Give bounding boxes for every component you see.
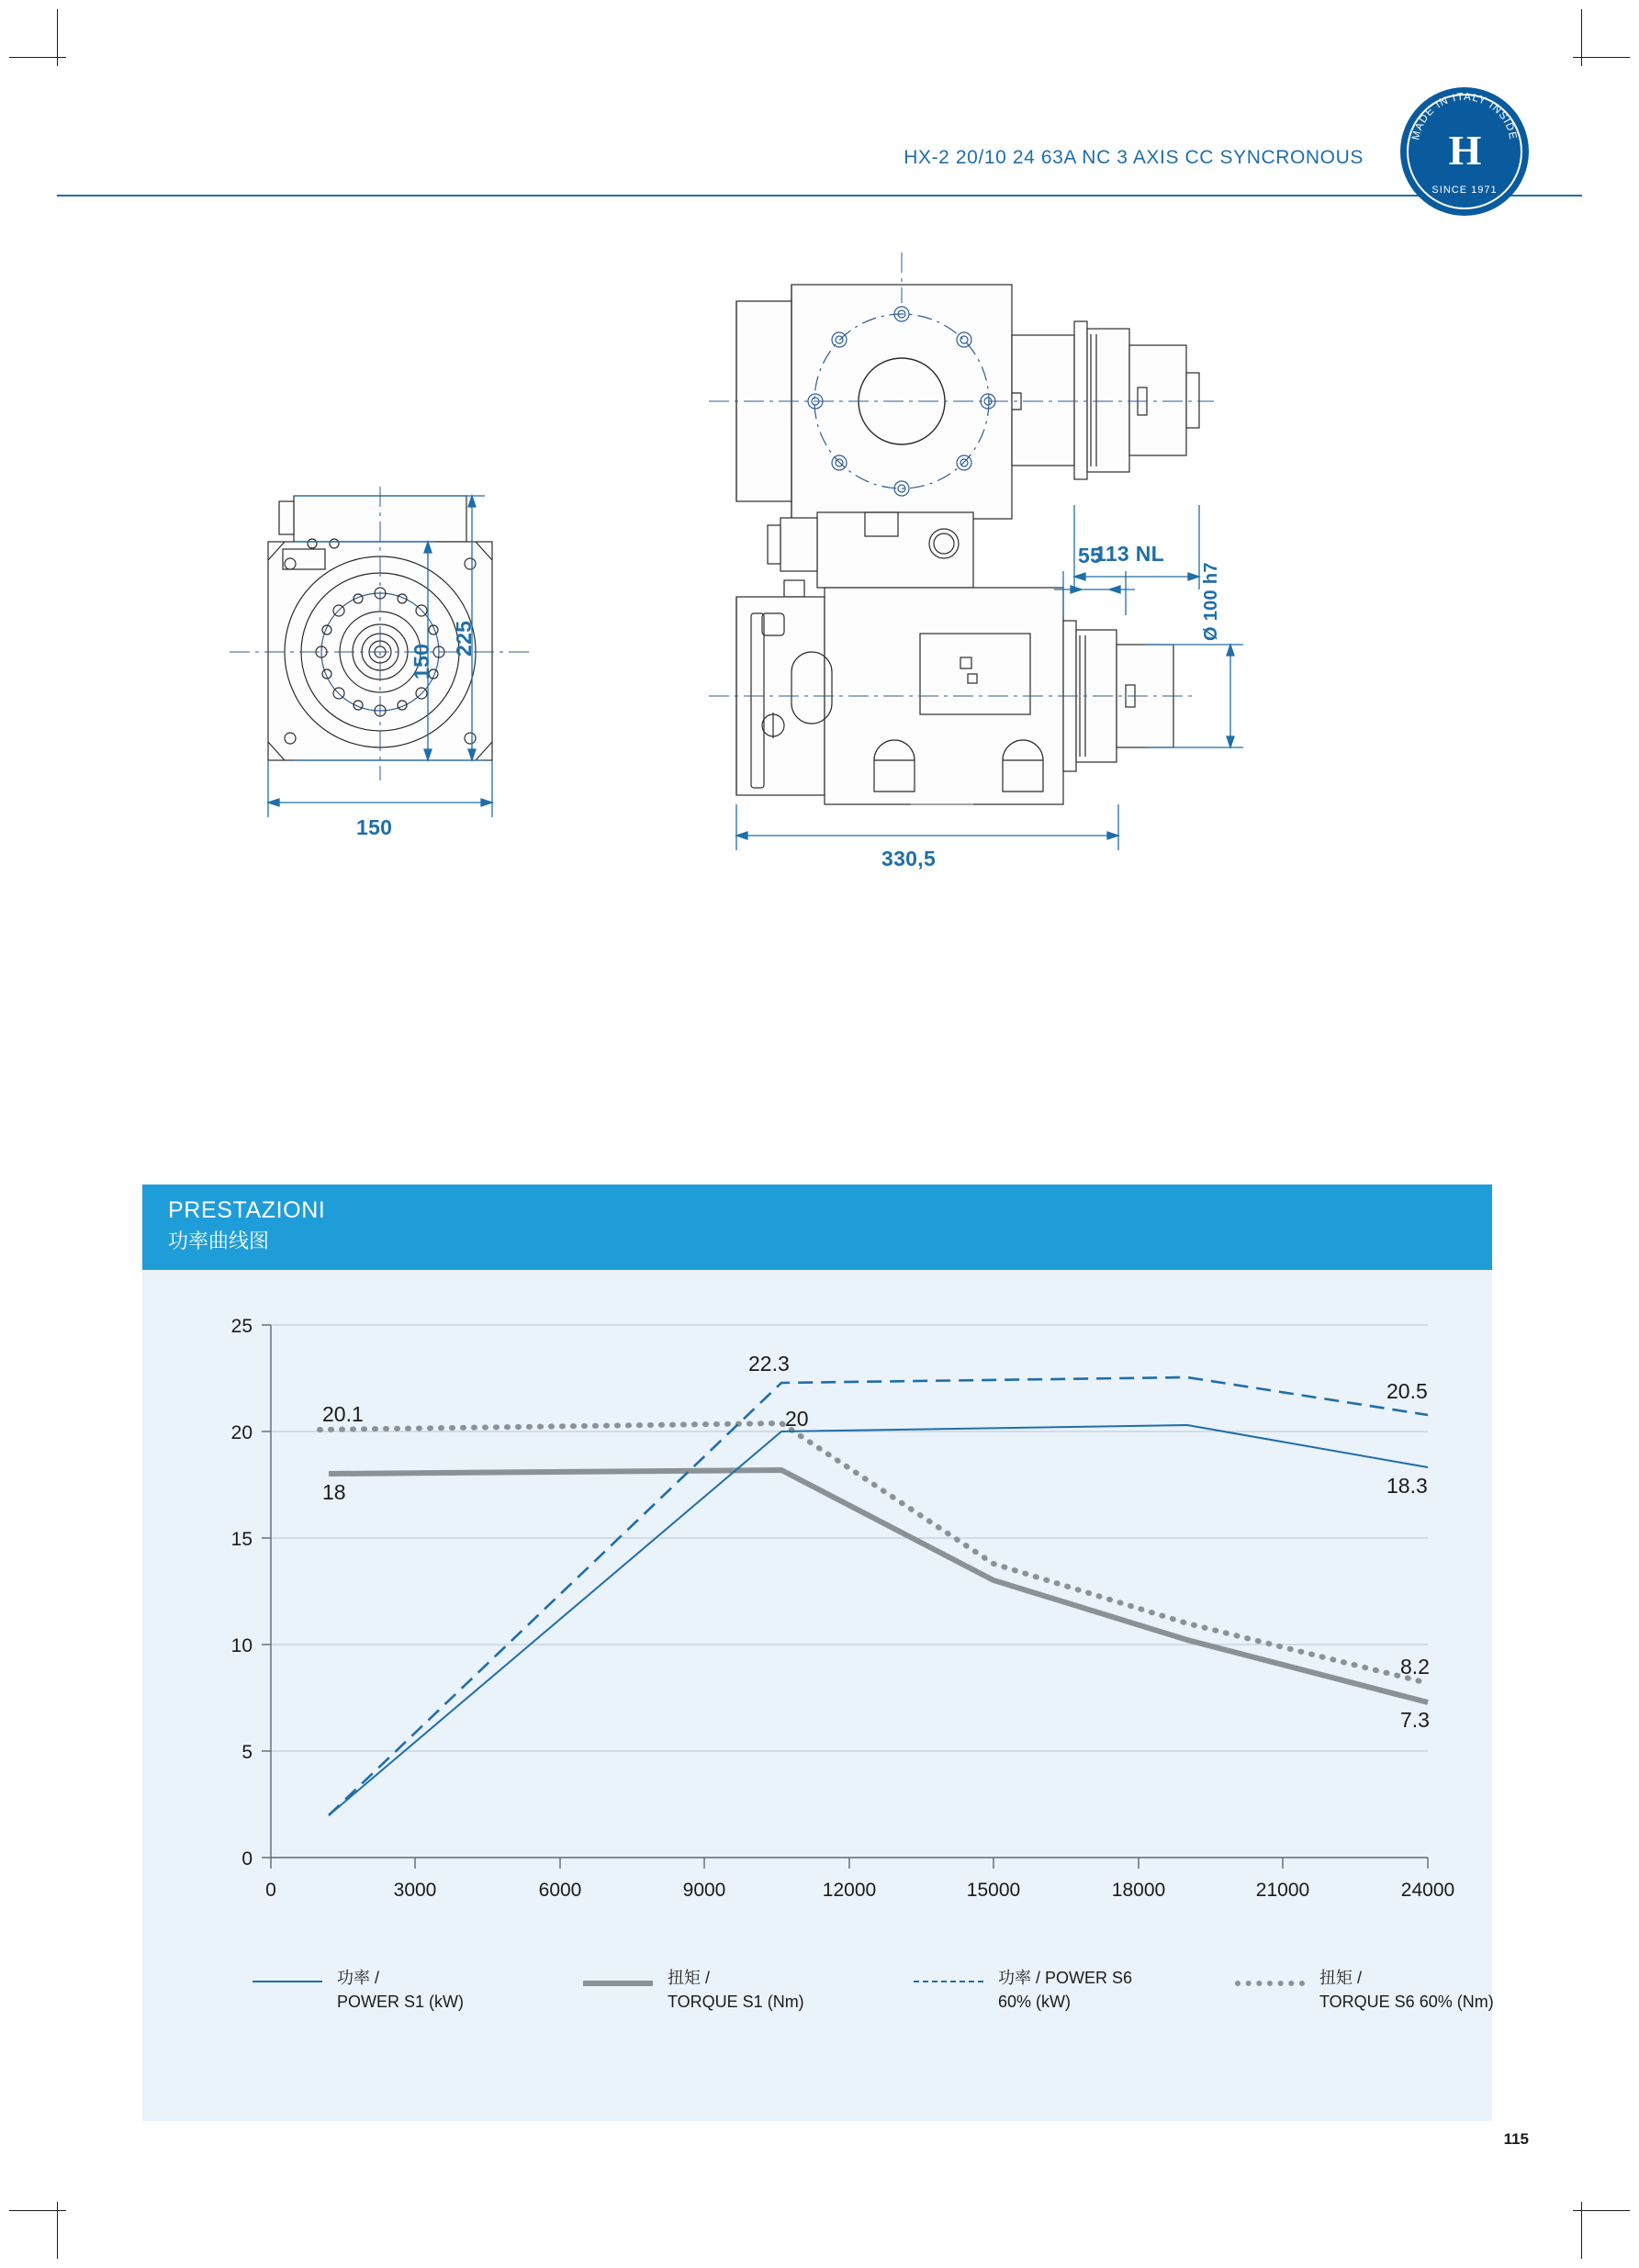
annotation-7-3: 7.3 [1400,1708,1430,1732]
svg-text:18000: 18000 [1111,1880,1166,1901]
svg-text:0: 0 [241,1848,253,1869]
dimension-length-3305: 330,5 [881,847,937,870]
series-power-s6 [329,1377,1428,1815]
legend-label-cn: 扭矩 / [668,1969,711,1987]
svg-text:12000: 12000 [822,1880,877,1901]
annotation-20-1: 20.1 [322,1402,364,1426]
svg-text:6000: 6000 [538,1880,582,1901]
dimension-height-150: 150 [410,643,433,679]
legend-swatch-power-s1 [253,1981,322,1982]
series-torque-s1 [329,1470,1428,1702]
legend-swatch-torque-s6 [1235,1981,1305,1986]
legend-label-en: TORQUE S6 60% (Nm) [1319,1993,1494,2011]
crop-mark [1573,57,1630,58]
legend-label-cn: 功率 / [337,1969,380,1987]
annotation-22-3: 22.3 [748,1352,790,1375]
dimension-bore: Ø 100 h7 [1201,562,1221,641]
made-in-italy-badge [1400,87,1529,216]
svg-text:0: 0 [265,1880,276,1901]
crop-mark [1573,2210,1630,2211]
dimension-113nl: 113 NL [1095,542,1164,566]
performance-title-it: PRESTAZIONI [168,1197,326,1223]
dimension-height-225: 225 [452,620,476,657]
performance-panel [142,1185,1492,2121]
svg-text:15000: 15000 [966,1880,1021,1901]
chart-legend [197,1968,1494,2069]
dimension-width-150: 150 [356,815,393,839]
performance-chart [142,1270,1492,2121]
badge-since: SINCE 1971 [1431,185,1498,196]
legend-swatch-power-s6 [914,1981,983,1982]
annotation-18-3: 18.3 [1386,1474,1428,1498]
crop-mark [9,2210,66,2211]
svg-text:25: 25 [230,1316,253,1337]
svg-text:5: 5 [241,1742,253,1763]
legend-label-en: TORQUE S1 (Nm) [668,1993,804,2011]
dimension-offset-55: 55 [1078,544,1103,567]
legend-label-en: 60% (kW) [998,1993,1072,2011]
svg-text:24000: 24000 [1400,1880,1455,1901]
svg-text:3000: 3000 [393,1880,437,1901]
legend-label-cn: 功率 / POWER S6 [998,1969,1133,1987]
badge-letter: H [1448,127,1481,174]
technical-drawings [57,230,1581,1102]
annotation-18: 18 [322,1480,346,1504]
svg-text:MADE IN ITALY INSIDE: MADE IN ITALY INSIDE [1410,91,1519,141]
legend-label-cn: 扭矩 / [1319,1969,1363,1987]
page-title: HX-2 20/10 24 63A NC 3 AXIS CC SYNCRONOUS [904,147,1364,168]
page-number: 115 [1503,2130,1529,2148]
legend-label-en: POWER S1 (kW) [337,1993,464,2011]
drawing-svg [57,230,1581,1102]
svg-text:10: 10 [230,1635,253,1656]
crop-mark [9,57,66,58]
legend-swatch-torque-s1 [583,1981,653,1986]
performance-header [142,1185,1492,1270]
svg-text:15: 15 [230,1529,253,1550]
annotation-20-5: 20.5 [1386,1379,1428,1403]
header-divider [57,195,1582,196]
svg-text:21000: 21000 [1255,1880,1310,1901]
annotation-20: 20 [785,1407,809,1431]
performance-title-cn: 功率曲线图 [168,1229,270,1252]
svg-text:20: 20 [230,1422,253,1443]
series-power-s1 [329,1425,1428,1815]
svg-text:9000: 9000 [682,1880,726,1901]
annotation-8-2: 8.2 [1400,1655,1430,1679]
